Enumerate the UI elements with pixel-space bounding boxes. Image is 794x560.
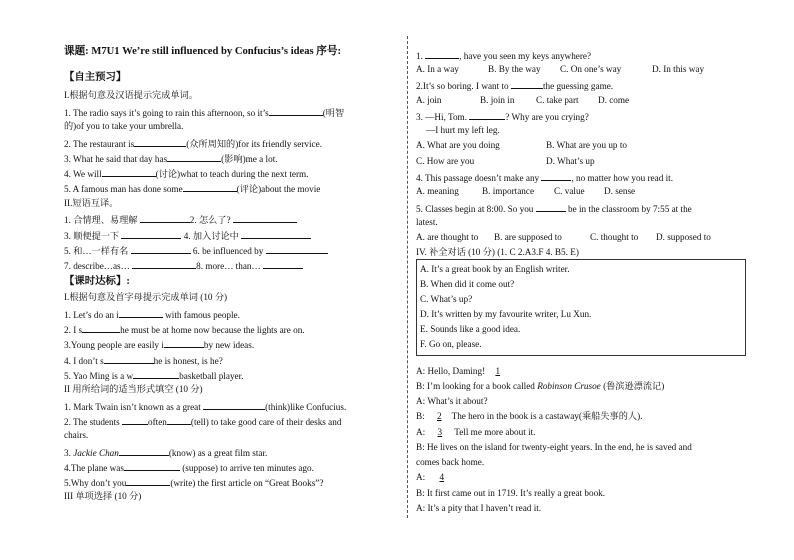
dialogue-line: B: He lives on the island for twenty-eight years. In the end, he is saved and (416, 442, 692, 452)
part-heading: IV. 补全对话 (10 分) (1. C 2.A3.F 4. B5. E) (416, 247, 579, 257)
box-line: D. It’s written by my favourite writer, Lu Xun. (420, 309, 592, 319)
blank[interactable] (124, 461, 180, 471)
option[interactable]: C. value (554, 186, 585, 196)
option[interactable]: C. thought to (590, 232, 639, 242)
blank[interactable] (266, 244, 328, 254)
blank[interactable] (140, 213, 190, 223)
box-line: F. Go on, please. (420, 339, 482, 349)
exercise-line: 的)of you to take your umbrella. (64, 121, 184, 131)
blank[interactable] (269, 106, 323, 116)
exercise-line: 1. Let’s do an i with famous people. (64, 310, 240, 320)
blank[interactable] (183, 182, 237, 192)
blank[interactable] (541, 171, 571, 181)
exercise-line: 5. Yao Ming is a w basketball player. (64, 371, 244, 381)
blank[interactable] (511, 79, 543, 89)
box-line: C. What’s up? (420, 294, 473, 304)
blank[interactable] (119, 446, 169, 456)
part-heading: II 用所给词的适当形式填空 (10 分) (64, 384, 203, 394)
option[interactable]: C. On one’s way (560, 64, 622, 74)
section-preview-heading: 【自主预习】 (64, 72, 127, 83)
dialogue-line: B: It first came out in 1719. It’s really a great book. (416, 488, 606, 498)
option[interactable]: B. join in (480, 95, 515, 105)
box-line: A. It’s a great book by an English writer. (420, 264, 570, 274)
exercise-line: 3. Jackie Chan (know) as a great film star. (64, 448, 268, 458)
option[interactable]: D. In this way (652, 64, 705, 74)
option[interactable]: A. meaning (416, 186, 459, 196)
option[interactable]: B. What are you up to (546, 140, 627, 150)
option[interactable]: A. are thought to (416, 232, 479, 242)
choice-options (416, 186, 635, 197)
choice-question: 3. —Hi, Tom. ? Why are you crying? (416, 112, 589, 122)
exercise-line: 2. The students often (tell) to take good care of their desks and (64, 417, 342, 427)
blank[interactable] (134, 137, 186, 147)
blank[interactable] (102, 167, 156, 177)
blank[interactable] (263, 259, 303, 269)
exercise-line: 1. The radio says it’s going to rain this afternoon, so it’s (明智 (64, 108, 345, 118)
option[interactable]: A. join (416, 95, 442, 105)
part-heading: II.短语互译。 (64, 198, 119, 208)
blank[interactable] (241, 229, 311, 239)
section-target-heading: 【课时达标】: (64, 276, 130, 287)
blank[interactable] (167, 415, 191, 425)
dialogue-line: B: I’m looking for a book called Robinson Crusoe (鲁滨逊漂流记) (416, 381, 665, 391)
exercise-line: 2. I s he must be at home now because the lights are on. (64, 325, 305, 335)
column-divider (407, 36, 408, 518)
blank[interactable] (164, 338, 204, 348)
blank[interactable] (121, 229, 181, 239)
blank[interactable] (82, 323, 120, 333)
choice-options (416, 140, 627, 151)
choice-question: —I hurt my left leg. (426, 125, 500, 135)
phrase-row: 3. 顺便提一下 4. 加入讨论中 (64, 229, 311, 242)
option[interactable]: D. supposed to (656, 232, 711, 242)
part-heading: III 单项选择 (10 分) (64, 491, 142, 501)
dialogue-line: A: 4 (416, 472, 456, 483)
dialogue-line: comes back home. (416, 457, 485, 467)
blank[interactable] (469, 110, 505, 120)
exercise-line: 4. I don’t s he is honest, is he? (64, 356, 223, 366)
phrase-row: 1. 合情理、易理解 2. 怎么了? (64, 213, 297, 226)
choice-question: 2.It’s so boring. I want to the guessing game. (416, 81, 614, 91)
part-heading: I.根据句意及汉语提示完成单词。 (64, 90, 198, 100)
exercise-line: 3.Young people are easily i by new ideas. (64, 340, 255, 350)
option[interactable]: A. In a way (416, 64, 459, 74)
box-line: E. Sounds like a good idea. (420, 324, 521, 334)
dialogue-line: A: It’s a pity that I haven’t read it. (416, 503, 542, 513)
answer-blank[interactable]: 1 (495, 366, 501, 376)
exercise-line: 2. The restaurant is (众所周知的)for its friendly service. (64, 139, 322, 149)
lesson-title: 课题: M7U1 We’re still influenced by Confucius’s ideas 序号: (64, 46, 342, 57)
choice-question: 1. , have you seen my keys anywhere? (416, 51, 592, 61)
blank[interactable] (126, 476, 170, 486)
phrase-row: 5. 和…一样有名 6. be influenced by (64, 244, 328, 257)
dialogue-line: A: 3 Tell me more about it. (416, 427, 536, 437)
answer-blank[interactable]: 2 (436, 411, 442, 421)
blank[interactable] (536, 202, 566, 212)
exercise-line: 5. A famous man has done some (评论)about the movie (64, 184, 321, 194)
exercise-line: 4. We will (讨论)what to teach during the next term. (64, 169, 309, 179)
option[interactable]: D. What’s up (546, 156, 595, 166)
phrase-row: 7. describe…as… 8. more… than… (64, 259, 303, 272)
choice-options (416, 232, 711, 243)
option[interactable]: C. How are you (416, 156, 475, 166)
dialogue-line: B: 2 The hero in the book is a castaway(乘船失事的人). (416, 411, 643, 421)
blank[interactable] (167, 152, 221, 162)
blank[interactable] (203, 400, 265, 410)
exercise-line: 3. What he said that day has (影响)me a lot. (64, 154, 278, 164)
blank[interactable] (132, 259, 196, 269)
blank[interactable] (233, 213, 297, 223)
blank[interactable] (133, 369, 179, 379)
part-heading: I.根据句意及首字母提示完成单词 (10 分) (64, 292, 228, 302)
blank[interactable] (425, 49, 459, 59)
blank[interactable] (122, 415, 148, 425)
choice-question: 5. Classes begin at 8:00. So you be in the classroom by 7:55 at the (416, 204, 692, 214)
exercise-line: 1. Mark Twain isn’t known as a great (think)like Confucius. (64, 402, 347, 412)
option[interactable]: D. come (598, 95, 630, 105)
blank[interactable] (119, 308, 163, 318)
option[interactable]: D. sense (604, 186, 636, 196)
answer-blank[interactable]: 3 (437, 427, 443, 437)
choice-options (416, 95, 629, 106)
exercise-line: 5.Why don’t you (write) the first article on “Great Books”? (64, 478, 324, 488)
choice-options (416, 156, 595, 167)
dialogue-line: A: What’s it about? (416, 396, 488, 406)
answer-blank[interactable]: 4 (439, 472, 445, 482)
option[interactable]: C. take part (536, 95, 579, 105)
exercise-line: 4.The plane was (suppose) to arrive ten minutes ago. (64, 463, 314, 473)
option[interactable]: B. importance (482, 186, 535, 196)
dialogue-line: A: Hello, Daming! 1 (416, 366, 508, 377)
dialogue-options-box (416, 259, 746, 356)
box-line: B. When did it come out? (420, 279, 515, 289)
choice-question: 4. This passage doesn’t make any , no matter how you read it. (416, 173, 674, 183)
exercise-line: chairs. (64, 430, 89, 440)
option[interactable]: B. By the way (488, 64, 541, 74)
option[interactable]: B. are supposed to (494, 232, 562, 242)
choice-question: latest. (416, 217, 438, 227)
choice-options (416, 64, 704, 75)
blank[interactable] (131, 244, 191, 254)
blank[interactable] (104, 354, 154, 364)
option[interactable]: A. What are you doing (416, 140, 500, 150)
